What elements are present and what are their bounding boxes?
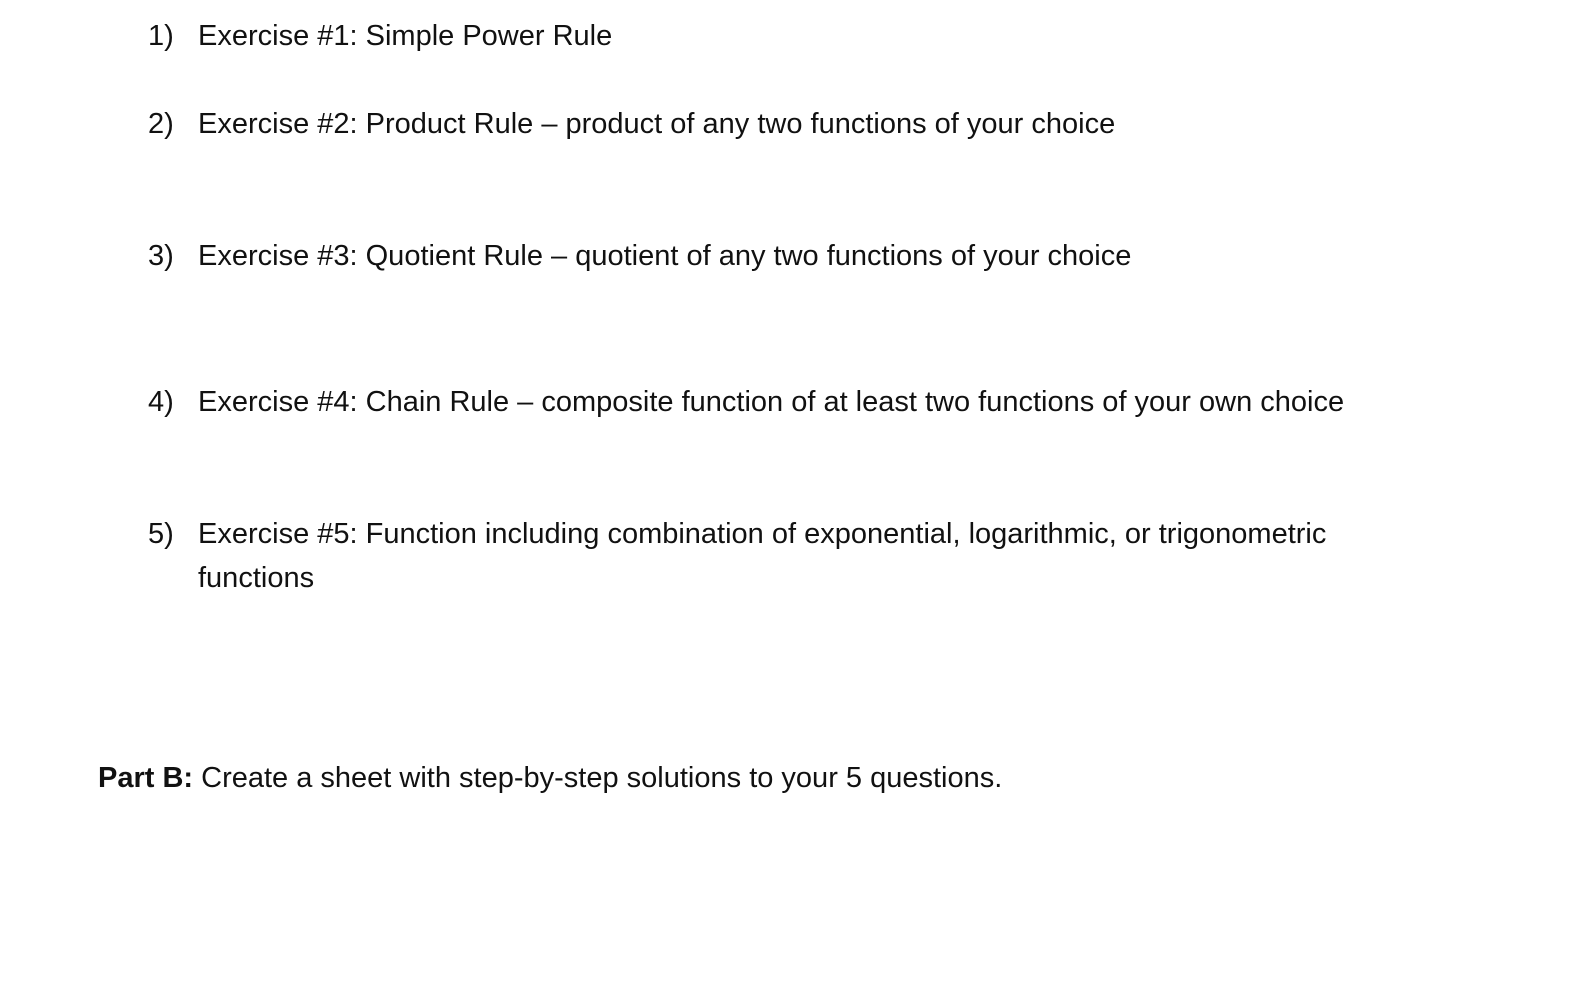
exercise-text: Exercise #2: Product Rule – product of any two functions of your choice xyxy=(198,108,1116,140)
exercise-number: 3) xyxy=(148,240,174,272)
exercise-number: 2) xyxy=(148,108,174,140)
part-b-text: Create a sheet with step-by-step solutions to your 5 questions. xyxy=(193,762,1003,794)
part-b-label: Part B: xyxy=(98,762,194,794)
exercise-text: Exercise #1: Simple Power Rule xyxy=(198,20,613,52)
exercise-text: Exercise #4: Chain Rule – composite function of at least two functions of your own choice xyxy=(198,386,1345,418)
exercise-text: Exercise #3: Quotient Rule – quotient of any two functions of your choice xyxy=(198,240,1132,272)
exercise-number: 1) xyxy=(148,20,174,52)
part-b-instruction xyxy=(98,756,1398,800)
exercise-number: 4) xyxy=(148,386,174,418)
exercise-text: Exercise #5: Function including combination of exponential, logarithmic, or trigonometric functions xyxy=(198,518,1327,594)
exercise-number: 5) xyxy=(148,518,174,550)
